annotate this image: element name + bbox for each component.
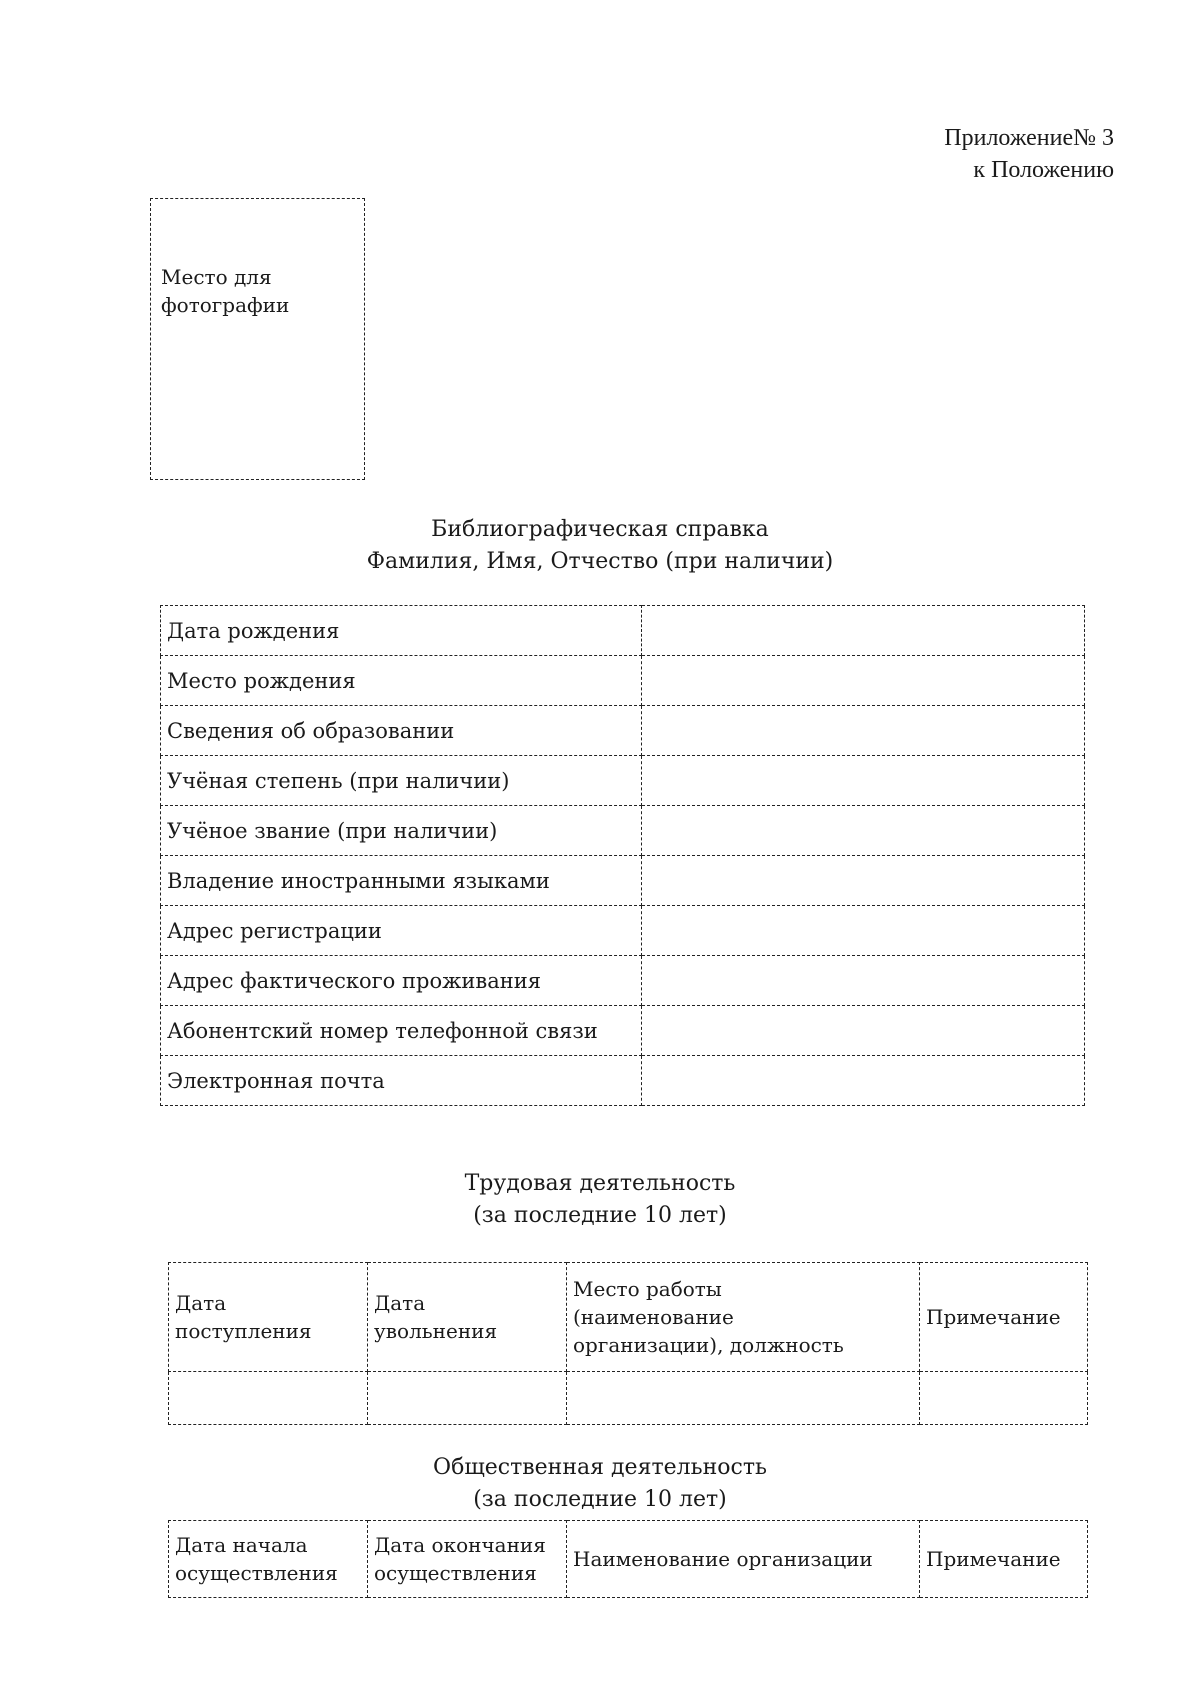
table-row (161, 606, 1085, 656)
header-line: организации), должность (573, 1333, 844, 1357)
photo-caption-line1: Место для (161, 265, 272, 289)
column-header-start-date (169, 1263, 368, 1372)
header-line: Место работы (573, 1277, 722, 1301)
field-label: Учёная степень (при наличии) (161, 756, 642, 806)
header-line: (наименование (573, 1305, 734, 1329)
table-row (161, 706, 1085, 756)
field-value[interactable] (642, 706, 1085, 756)
field-label: Владение иностранными языками (161, 856, 642, 906)
table-row (161, 656, 1085, 706)
field-label: Дата рождения (161, 606, 642, 656)
social-activity-table (168, 1520, 1088, 1598)
annex-reference: к Положению (973, 157, 1114, 183)
column-header-end-date (368, 1263, 567, 1372)
field-label: Электронная почта (161, 1056, 642, 1106)
document-subtitle: Фамилия, Имя, Отчество (при наличии) (366, 549, 834, 574)
table-header-row (169, 1263, 1088, 1372)
table-cell[interactable] (567, 1372, 920, 1425)
annex-number: Приложение№ 3 (944, 125, 1114, 151)
photo-placeholder (150, 198, 365, 480)
table-cell[interactable] (920, 1372, 1088, 1425)
field-value[interactable] (642, 606, 1085, 656)
header-line: увольнения (374, 1319, 498, 1343)
field-value[interactable] (642, 1056, 1085, 1106)
column-header-start-date: Дата начала осуществления (169, 1521, 368, 1598)
table-row (161, 756, 1085, 806)
field-value[interactable] (642, 1006, 1085, 1056)
field-label: Абонентский номер телефонной связи (161, 1006, 642, 1056)
table-row (161, 1006, 1085, 1056)
table-header-row (169, 1521, 1088, 1598)
field-value[interactable] (642, 856, 1085, 906)
field-label: Место рождения (161, 656, 642, 706)
header-line: Дата (175, 1291, 227, 1315)
field-label: Сведения об образовании (161, 706, 642, 756)
column-header-organization: Наименование организации (567, 1521, 920, 1598)
column-header-end-date: Дата окончания осуществления (368, 1521, 567, 1598)
social-section-title: Общественная деятельность (433, 1455, 767, 1480)
work-section-title: Трудовая деятельность (464, 1171, 736, 1196)
table-cell[interactable] (368, 1372, 567, 1425)
header-line: поступления (175, 1319, 312, 1343)
photo-caption-line2: фотографии (161, 293, 290, 317)
table-row (161, 1056, 1085, 1106)
field-value[interactable] (642, 656, 1085, 706)
photo-caption (161, 263, 289, 319)
table-cell[interactable] (169, 1372, 368, 1425)
table-row (161, 856, 1085, 906)
work-section-subtitle: (за последние 10 лет) (473, 1203, 727, 1228)
field-label: Адрес регистрации (161, 906, 642, 956)
field-value[interactable] (642, 956, 1085, 1006)
column-header-note: Примечание (920, 1263, 1088, 1372)
table-row (161, 806, 1085, 856)
work-history-table (168, 1262, 1088, 1425)
annex-heading (944, 122, 1114, 186)
field-value[interactable] (642, 906, 1085, 956)
header-line: Дата (374, 1291, 426, 1315)
social-section-subtitle: (за последние 10 лет) (473, 1487, 727, 1512)
field-label: Адрес фактического проживания (161, 956, 642, 1006)
document-title: Библиографическая справка (431, 517, 769, 542)
column-header-note: Примечание (920, 1521, 1088, 1598)
field-value[interactable] (642, 806, 1085, 856)
table-row (161, 956, 1085, 1006)
table-row (169, 1372, 1088, 1425)
column-header-workplace (567, 1263, 920, 1372)
table-row (161, 906, 1085, 956)
field-value[interactable] (642, 756, 1085, 806)
field-label: Учёное звание (при наличии) (161, 806, 642, 856)
personal-info-table (160, 605, 1085, 1106)
